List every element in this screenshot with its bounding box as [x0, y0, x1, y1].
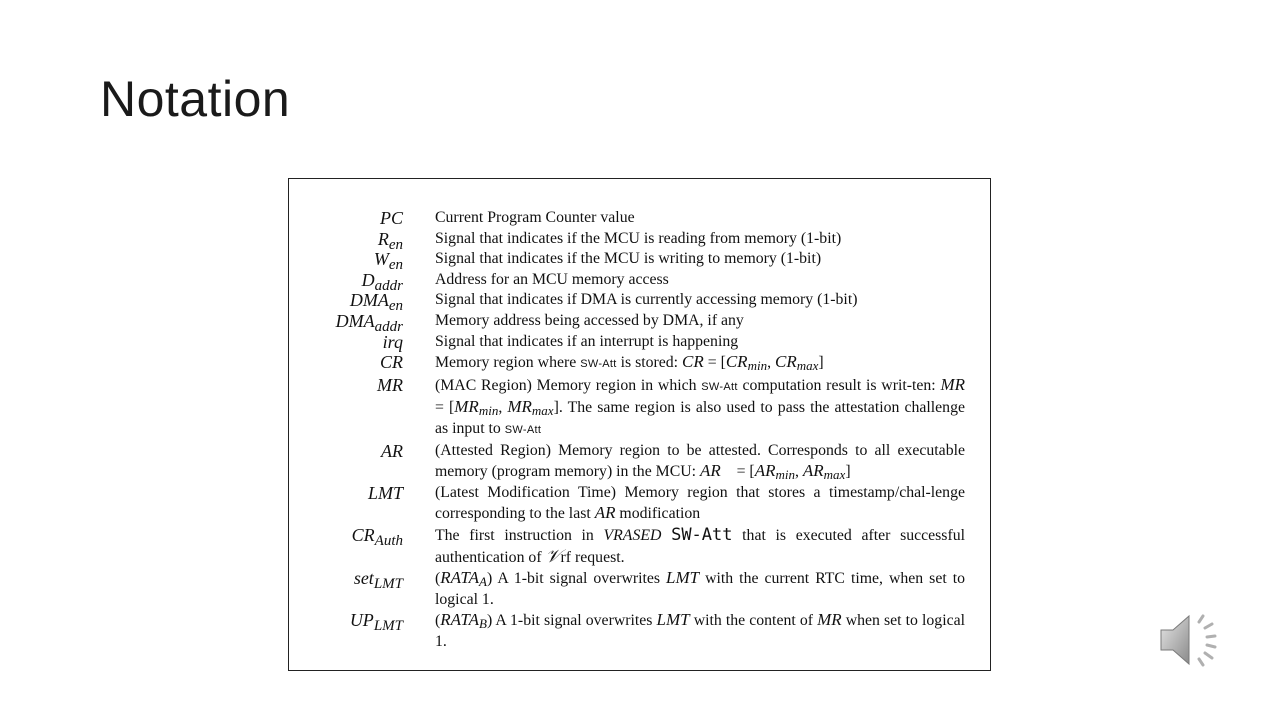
symbol-subscript: LMT [373, 576, 403, 593]
symbol-subscript: addr [374, 277, 403, 294]
symbol-base: set [353, 568, 374, 589]
symbol-base: MR [377, 374, 403, 395]
symbol-base: W [373, 249, 389, 270]
symbol-subscript: LMT [373, 618, 403, 635]
symbol-base: LMT [367, 482, 403, 503]
notation-symbol [380, 352, 403, 373]
notation-row [289, 375, 990, 441]
notation-symbol [351, 524, 403, 549]
symbol-base: R [377, 228, 389, 249]
notation-row [289, 310, 990, 335]
symbol-subscript: en [388, 298, 403, 315]
notation-description: $(RATA_A)$ A 1-bit signal overwrites LMT with the current RTC time, when set to logical 1. [435, 568, 965, 608]
notation-row [289, 441, 990, 483]
notation-description: (Latest Modification Time) Memory region that stores a timestamp/chal-lenge corresponding to the last AR modification [435, 483, 965, 523]
notation-row [289, 332, 990, 353]
notation-row [289, 352, 990, 375]
speaker-icon[interactable] [1157, 610, 1227, 670]
notation-symbol [368, 483, 403, 504]
symbol-base: irq [382, 331, 403, 352]
notation-row [289, 208, 990, 229]
notation-row [289, 269, 990, 294]
notation-description: The first instruction in VRASED SW-Att that is executed after successful authentication of 𝒱rf request. [435, 524, 965, 567]
notation-symbol [335, 310, 403, 335]
symbol-subscript: Auth [374, 532, 403, 549]
symbol-subscript: en [388, 257, 403, 274]
notation-row [289, 228, 990, 253]
symbol-base: UP [349, 610, 374, 631]
notation-description: Address for an MCU memory access [435, 270, 669, 288]
notation-row [289, 290, 990, 315]
notation-table [288, 178, 991, 671]
notation-description: Signal that indicates if the MCU is reading from memory (1-bit) [435, 229, 842, 247]
notation-row [289, 568, 990, 610]
notation-symbol [380, 208, 403, 229]
notation-description: Memory region where SW-Att is stored: CR = [$CR_{min}$, $CR_{max}$] [435, 352, 824, 374]
notation-row [289, 610, 990, 652]
slide-title: Notation [100, 71, 291, 127]
notation-symbol [377, 228, 403, 253]
notation-symbol [381, 441, 403, 462]
symbol-base: CR [379, 352, 403, 373]
notation-row [289, 483, 990, 525]
notation-symbol [361, 269, 403, 294]
symbol-subscript: addr [374, 318, 403, 335]
notation-description: Signal that indicates if the MCU is writing to memory (1-bit) [435, 250, 822, 268]
notation-description: $(RATA_B)$ A 1-bit signal overwrites LMT with the content of MR when set to logical 1. [435, 610, 965, 650]
symbol-base: DMA [349, 290, 389, 311]
notation-symbol [383, 332, 403, 353]
notation-symbol [373, 249, 403, 274]
notation-description: Memory address being accessed by DMA, if any [435, 311, 744, 329]
notation-description: (Attested Region) Memory region to be attested. Corresponds to all executable memory (program memory) in the MCU: AR = [$AR_{min}$, $AR_{max}$] [435, 441, 965, 483]
notation-description: Signal that indicates if an interrupt is happening [435, 332, 739, 350]
notation-description: Signal that indicates if DMA is currently accessing memory (1-bit) [435, 291, 858, 309]
notation-row [289, 249, 990, 274]
symbol-base: DMA [335, 310, 375, 331]
symbol-base: PC [379, 208, 403, 228]
symbol-base: D [361, 269, 375, 290]
notation-row [289, 525, 990, 568]
symbol-base: AR [381, 440, 403, 461]
notation-symbol [377, 375, 403, 396]
symbol-subscript: en [388, 236, 403, 253]
notation-symbol [349, 290, 403, 315]
notation-description: Current Program Counter value [435, 209, 635, 226]
notation-symbol [349, 610, 403, 635]
notation-rows [289, 208, 990, 652]
notation-description: (MAC Region) Memory region in which SW-Att computation result is writ-ten: MR = [$MR_{min}$, $MR_{max}$]. The same region is also used to pass the attestation challenge as input to SW-Att [435, 374, 965, 437]
symbol-base: CR [351, 524, 375, 545]
notation-symbol [353, 568, 403, 593]
